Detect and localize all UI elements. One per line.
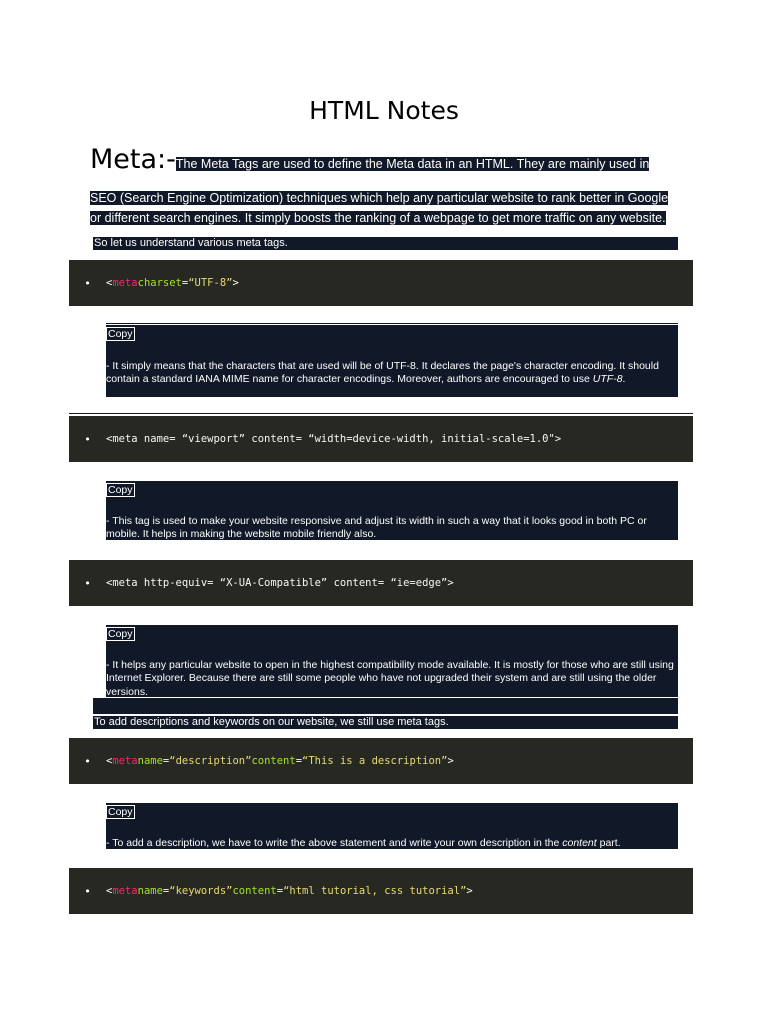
code-gt: > [232,277,239,289]
description-text: - It helps any particular website to open in the highest compatibility mode available. It is mostly for those who are still using Internet Explorer. Because there are still some people who have not upgraded their system and are still using the older versions. [106,658,674,698]
code-tag: meta [112,277,138,289]
copy-button[interactable]: Copy [108,806,133,818]
code-value: “html tutorial, css tutorial” [283,885,467,897]
code-value: “description” [169,755,252,767]
meta-intro-rest: SEO (Search Engine Optimization) techniques which help any particular website to rank better in Google or different search engines. It simply boosts the ranking of a webpage to get more traffic on any website. [90,191,669,225]
code-attr: name [137,885,163,897]
code-block-keywords [69,868,693,914]
code-gt: > [466,885,473,897]
code-text: <meta name= “viewport” content= “width=device-width, initial-scale=1.0"> [106,433,562,445]
page-title: HTML Notes [309,96,459,125]
copy-button[interactable]: Copy [108,628,133,640]
code-eq: = [181,277,189,289]
description-charset [106,325,678,397]
mid-band: To add descriptions and keywords on our website, we still use meta tags. [93,716,678,729]
code-block-viewport [69,416,693,462]
code-gt: > [447,755,454,767]
divider [69,413,693,414]
code-block-description [69,738,693,784]
code-eq: = [162,885,170,897]
meta-heading: Meta:- [90,144,176,175]
description-description [106,803,678,849]
code-text: <meta http-equiv= “X-UA-Compatible” content= “ie=edge”> [106,577,454,589]
code-eq: = [276,885,284,897]
code-eq: = [162,755,170,767]
code-attr: charset [137,277,182,289]
code-value: “keywords” [169,885,233,897]
description-text: - This tag is used to make your website responsive and adjust its width in such a way that it looks good in both PC or mobile. It helps in making the website mobile friendly also. [106,514,647,540]
bullet-icon: • [84,576,91,590]
code-block-x-ua-compatible [69,560,693,606]
dark-band [93,698,678,714]
description-text: - To add a description, we have to write the above statement and write your own description in the [106,836,563,849]
code-lt: < [106,885,113,897]
description-text: - It simply means that the characters that are used will be of UTF-8. It declares the page's character encoding. It should contain a standard IANA MIME name for character encodings. Moreover, authors are encouraged to use [106,359,659,385]
bullet-icon: • [84,432,91,446]
meta-heading-line [90,144,690,175]
code-block-charset [69,260,693,306]
meta-intro-paragraph [90,188,680,228]
meta-intro-first-line: The Meta Tags are used to define the Meta data in an HTML. They are mainly used in [175,157,650,171]
bullet-icon: • [84,884,91,898]
code-lt: < [106,277,113,289]
code-value: “This is a description” [302,755,448,767]
description-x-ua-compatible [106,625,678,697]
code-eq: = [295,755,303,767]
bullet-icon: • [84,276,91,290]
description-emphasis: content [562,836,597,849]
intro-band: So let us understand various meta tags. [93,237,678,250]
code-value: “UTF-8” [188,277,233,289]
code-tag: meta [112,755,138,767]
code-lt: < [106,755,113,767]
code-attr: name [137,755,163,767]
divider [106,323,678,324]
description-viewport [106,481,678,540]
bullet-icon: • [84,754,91,768]
description-emphasis: UTF-8 [592,373,623,385]
description-tail: . [622,373,626,385]
description-tail: part. [596,836,621,849]
copy-button[interactable]: Copy [108,484,133,496]
code-attr: content [251,755,296,767]
code-attr: content [232,885,277,897]
code-tag: meta [112,885,138,897]
copy-button[interactable]: Copy [108,328,133,340]
